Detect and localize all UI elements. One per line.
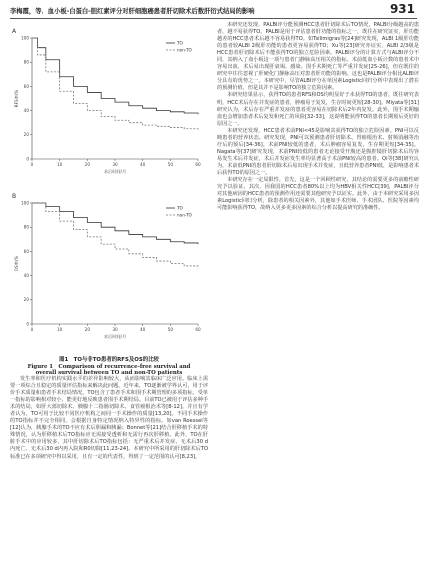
y-tick-label: 0 — [26, 156, 29, 162]
legend-label: TO — [177, 40, 183, 46]
x-tick-label: 10 — [56, 162, 63, 167]
x-tick-label: 0 — [30, 162, 34, 167]
x-axis-label: 术后时间/月 — [103, 334, 127, 339]
x-tick-label: 20 — [84, 327, 91, 332]
panel-label: B — [12, 193, 17, 200]
legend-label: non-TO — [177, 212, 192, 218]
left-column-text — [10, 376, 208, 461]
left-paragraph: 发生率和医疗机构实践水平的差异影响较大，从而影响其临床广泛应用。临床上需要一项综合且稳定的质量评估指标来解决此问题。近年来，TO逐渐被学界认可，用于评价手术质量和患者手术结局情况。TO包含了患者手术和围手术期管理的多项指标，受单一指标的影响相对较小，能更好地反映患者围手术期结局。目前TO已被用于评估多种手术的结局，如肝大部切除术、胰腺十二指肠切除术、食管癌根治术等[8-12]。并且有学者认为，TO可用于比较不同医疗机构之间同一手术操作的质量[13,20]。不同手术操作的TO指标并不完全相同，会根据自身特定情况纳入特异性的指标。如van Roessel等[12]认为，胰腺手术的TO不应有术后胆漏和胰漏；Bonnet等[21]结合肝移植手术的特殊情况，认为肝移植术后TO指标应无需接受透析和无需行再次肝移植。此外，TO在肝脏手术中的应用较多，其中肝切除术后TO指标包括：无严重术后并发症、无术后30 d内死亡、无术后30 d内再入院和R0切除[11,23-24]。本研究中所采用的肝切除术后TO标准已在多项研究中得以采用，且有一定的代表性，得到了一定范围的认可[8,23]。 — [10, 376, 208, 460]
header-rule — [10, 18, 417, 19]
chart-panel-b — [12, 193, 201, 340]
y-tick-label: 80 — [23, 59, 29, 65]
right-paragraph-4: 本研究存在一定局限性。首先，这是一个回顾性研究，其结论的需要更多的前瞻性研究予以验证。其次，因我国的HCC患者80%以上均为HBV相关性HCC[39]，PALBI评分对其他病因的HCC患者的预测作用还需要其他研究予以证实。此外，由于本研究采用多因素Logistic回归分析，除患者的相关因素外，其他如手术医师、手术团队、医院等因素均可能影响获得TO，故纳入更多更多因素的综合分析以提高研究的准确性。 — [217, 177, 419, 212]
y-tick-label: 100 — [21, 35, 29, 41]
figure-1 — [10, 24, 208, 354]
legend-label: non-TO — [177, 47, 192, 53]
x-tick-label: 20 — [84, 162, 91, 167]
series-line-to — [32, 38, 198, 114]
x-tick-label: 60 — [195, 327, 201, 332]
x-tick-label: 30 — [112, 327, 118, 332]
right-column-text — [217, 22, 419, 212]
y-tick-label: 20 — [23, 297, 29, 303]
page-number: 931 — [389, 2, 415, 16]
page-header — [0, 0, 427, 20]
y-tick-label: 60 — [23, 83, 29, 89]
y-tick-label: 0 — [26, 321, 29, 327]
x-tick-label: 50 — [167, 327, 174, 332]
figure-caption-en-1: Figure 1 Comparison of recurrence-free survival and — [27, 363, 191, 370]
x-tick-label: 10 — [56, 327, 63, 332]
series-line-non-to — [32, 38, 198, 130]
y-tick-label: 60 — [23, 248, 29, 254]
figure-caption — [10, 357, 208, 377]
y-tick-label: 80 — [23, 224, 29, 230]
x-tick-label: 0 — [30, 327, 34, 332]
y-tick-label: 40 — [23, 108, 29, 113]
running-title: 李梅霞，等．血小板-白蛋白-胆红素评分对肝细胞癌患者肝切除术后数肝衍式结局的影响 — [10, 8, 255, 15]
x-tick-label: 60 — [195, 162, 201, 167]
right-paragraph-1: 本研究还发现，PALBI评分能预测HCC患者肝切除术后TO情况，PALBI分级越高的患者，越不易获得TO。PALBI是用于评估患者肝功能的指标之一，既往在研究证实，肝功能越差的HCC患者术后越不容易获得TO。如Tsilimigras等[24]研究发现，ALBI 1级肝功能的患者较ALBI 2级肝功能的患者更容易获得TO；Xu等[23]研究亦证实，ALBI 2/3级是HCC患者肝切除术后不能获得TO的独立危险因素。PALBI评分的计算方式与ALBI评分不同，其纳入了血小板这一项与患者门静脉高压相关的指标。术前低血小板计数的患者术中容易出血，术后易出现肝衰竭、感染、围手术期死亡等严重并发症[25-26]，但在既往的研究中往往忽视了肝硬化门静脉高压对患者肝功能的影响。这也是PALBI评分相比ALBI评分具有的优势之一。本研究中，尽管ALBI评分在单因素Logistic回归分析中表现出了潜在的预测价值，但是其并不是影响TO的独立危险因素。 — [217, 22, 419, 92]
series-line-to — [32, 203, 198, 244]
x-axis-label: 术后时间/月 — [103, 169, 127, 174]
figure-caption-cn: 图1 TO与非TO患者的RFS及OS的比较 — [59, 357, 159, 363]
right-paragraph-2: 本研究结果显示，获得TO的患者RFS和OS均明显好于未获得TO的患者。既往研究表明，HCC术后存在并发症的患者，肿瘤易于复发，生存时间更短[28-30]。Miyata等[31]研究认为，术后存在严重并发症的患者更容易在切除术后2年内复发。此外，围手术期输血也会增加患者术后复发和死亡的风险[32-33]，这说明能获得TO的患者长期预后更好的原因之一。 — [217, 92, 419, 127]
chart-panel-a — [12, 28, 201, 175]
series-line-non-to — [32, 203, 198, 268]
panel-label: A — [12, 28, 17, 35]
x-tick-label: 40 — [139, 327, 146, 332]
y-tick-label: 40 — [23, 273, 29, 278]
x-tick-label: 40 — [139, 162, 146, 167]
legend-label: TO — [177, 205, 183, 211]
y-tick-label: 100 — [21, 200, 29, 206]
figure-caption-en-2: overall survival between TO and non-TO patients — [35, 370, 183, 377]
right-paragraph-3: 本研究还发现，HCC患者术前PNI<45是影响其获得TO的独立危险因素。PNI可以反映患者的营养状态。研究发现，PNI可以预测患者肝切除术、胃癌根治术、射频消融等治疗后的预后[34-36]。术前PNI较低的患者，术后肿瘤容易复发，生存期更短[34-35]。Nagata等[37]研究发现，术前PNI较低的患者无论接受开腹还是腹腔镜肝切除术后均容易发生术后并发症，术后并发症发生率均显著高于术前PNI较高的患者。Qi等[38]研究认为，术前低PNI的患者肝切除术后易出现手术并发症，且低营养患者PNI低，是影响患者术后获得TO的原因之一。 — [217, 127, 419, 176]
y-axis-label: OS率/% — [14, 255, 19, 272]
x-tick-label: 30 — [112, 162, 118, 167]
y-tick-label: 20 — [23, 132, 29, 138]
figure-svg — [10, 24, 208, 354]
x-tick-label: 50 — [167, 162, 174, 167]
y-axis-label: RFS率/% — [14, 89, 19, 108]
